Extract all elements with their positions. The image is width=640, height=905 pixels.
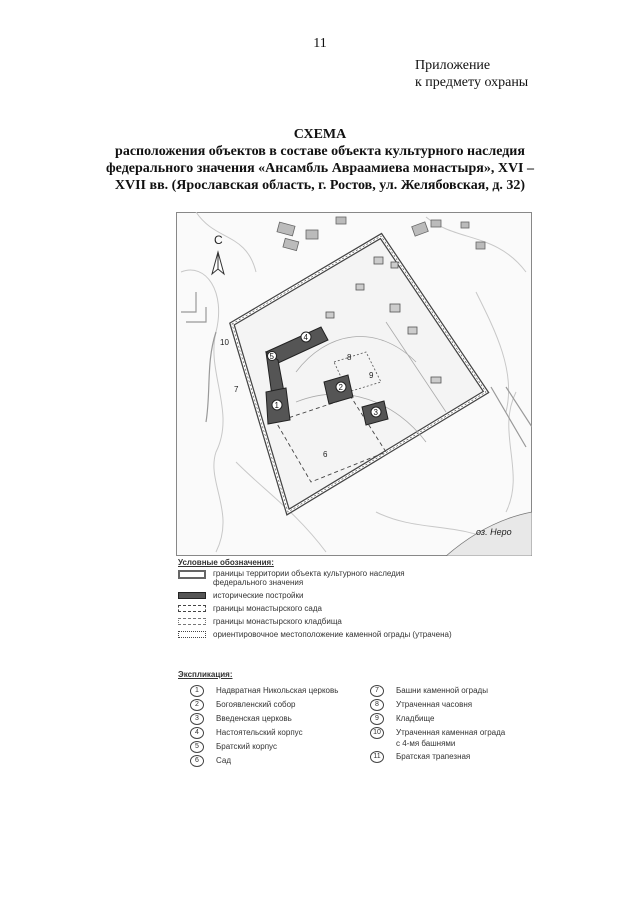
explication-label: Братский корпус [216, 742, 277, 751]
explication-label: Кладбище [396, 714, 435, 723]
number-circle: 4 [190, 727, 204, 739]
legend-label-boundary-1: границы территории объекта культурного наследия [213, 569, 405, 578]
title-line-1: СХЕМА [293, 127, 347, 142]
explication [178, 670, 538, 769]
number-circle: 10 [370, 727, 384, 739]
monastery-scheme-map [176, 212, 532, 556]
marker-5: 5 [269, 352, 274, 361]
explication-label: Утраченная часовня [396, 700, 473, 709]
title-line-3: федерального значения «Ансамбль Авраамиева монастыря», XVI – [105, 161, 534, 176]
title-line-2: расположения объектов в составе объекта культурного наследия [115, 144, 525, 159]
legend-item-garden [178, 604, 538, 617]
marker-1: 1 [274, 401, 279, 410]
marker-3: 3 [373, 408, 378, 417]
number-circle: 2 [190, 699, 204, 711]
number-circle: 8 [370, 699, 384, 711]
explication-label: Введенская церковь [216, 714, 292, 723]
list-item [358, 685, 538, 697]
legend-label-garden: границы монастырского сада [213, 604, 322, 613]
explication-label: Сад [216, 756, 231, 765]
explication-label-line-1: Утраченная каменная ограда [396, 728, 506, 737]
appendix-note [415, 57, 528, 91]
legend-item-wall [178, 630, 538, 643]
legend-item-historic [178, 591, 538, 604]
legend-label-boundary-2: федерального значения [213, 578, 304, 587]
list-item [178, 727, 358, 739]
marker-6: 6 [323, 450, 328, 459]
explication-title: Экспликация: [178, 670, 233, 679]
number-circle: 5 [190, 741, 204, 753]
marker-7a: 7 [234, 385, 239, 394]
explication-left-column [178, 685, 358, 769]
list-item [358, 713, 538, 725]
legend-label-wall: ориентировочное местоположение каменной ограды (утрачена) [213, 630, 452, 639]
map-legend [178, 558, 538, 643]
marker-10: 10 [220, 338, 229, 347]
list-item [178, 699, 358, 711]
number-circle: 9 [370, 713, 384, 725]
explication-label-line-2: с 4-мя башнями [396, 739, 456, 748]
lake-label: оз. Неро [476, 527, 512, 537]
explication-label: Башни каменной ограды [396, 686, 488, 695]
number-circle: 3 [190, 713, 204, 725]
cemetery-swatch [178, 618, 206, 625]
explication-right-column [358, 685, 538, 769]
historic-swatch [178, 592, 206, 599]
explication-label: Настоятельский корпус [216, 728, 303, 737]
explication-label: Надвратная Никольская церковь [216, 686, 339, 695]
legend-label-historic: исторические постройки [213, 591, 304, 600]
legend-label-cemetery: границы монастырского кладбища [213, 617, 342, 626]
number-circle: 6 [190, 755, 204, 767]
north-arrow-label: С [214, 233, 223, 247]
garden-swatch [178, 605, 206, 612]
marker-2: 2 [338, 383, 343, 392]
marker-4: 4 [303, 333, 308, 342]
appendix-line-1: Приложение [415, 58, 491, 73]
page-number: 11 [313, 36, 327, 51]
wall-swatch [178, 631, 206, 638]
list-item [178, 713, 358, 725]
marker-8: 8 [347, 353, 352, 362]
explication-label: Богоявленский собор [216, 700, 296, 709]
number-circle: 1 [190, 685, 204, 697]
list-item [358, 699, 538, 711]
boundary-swatch [178, 570, 206, 579]
explication-label: Братская трапезная [396, 752, 471, 761]
number-circle: 11 [370, 751, 384, 763]
list-item [178, 755, 358, 767]
legend-title: Условные обозначения: [178, 558, 274, 567]
list-item [358, 751, 538, 763]
number-circle: 7 [370, 685, 384, 697]
list-item [358, 727, 538, 749]
marker-9: 9 [369, 371, 374, 380]
list-item [178, 741, 358, 753]
legend-item-cemetery [178, 617, 538, 630]
document-title [70, 126, 570, 194]
title-line-4: XVII вв. (Ярославская область, г. Ростов, ул. Желябовская, д. 32) [114, 178, 526, 193]
list-item [178, 685, 358, 697]
appendix-line-2: к предмету охраны [415, 75, 529, 90]
legend-item-boundary [178, 569, 538, 591]
explication-label [396, 727, 505, 749]
